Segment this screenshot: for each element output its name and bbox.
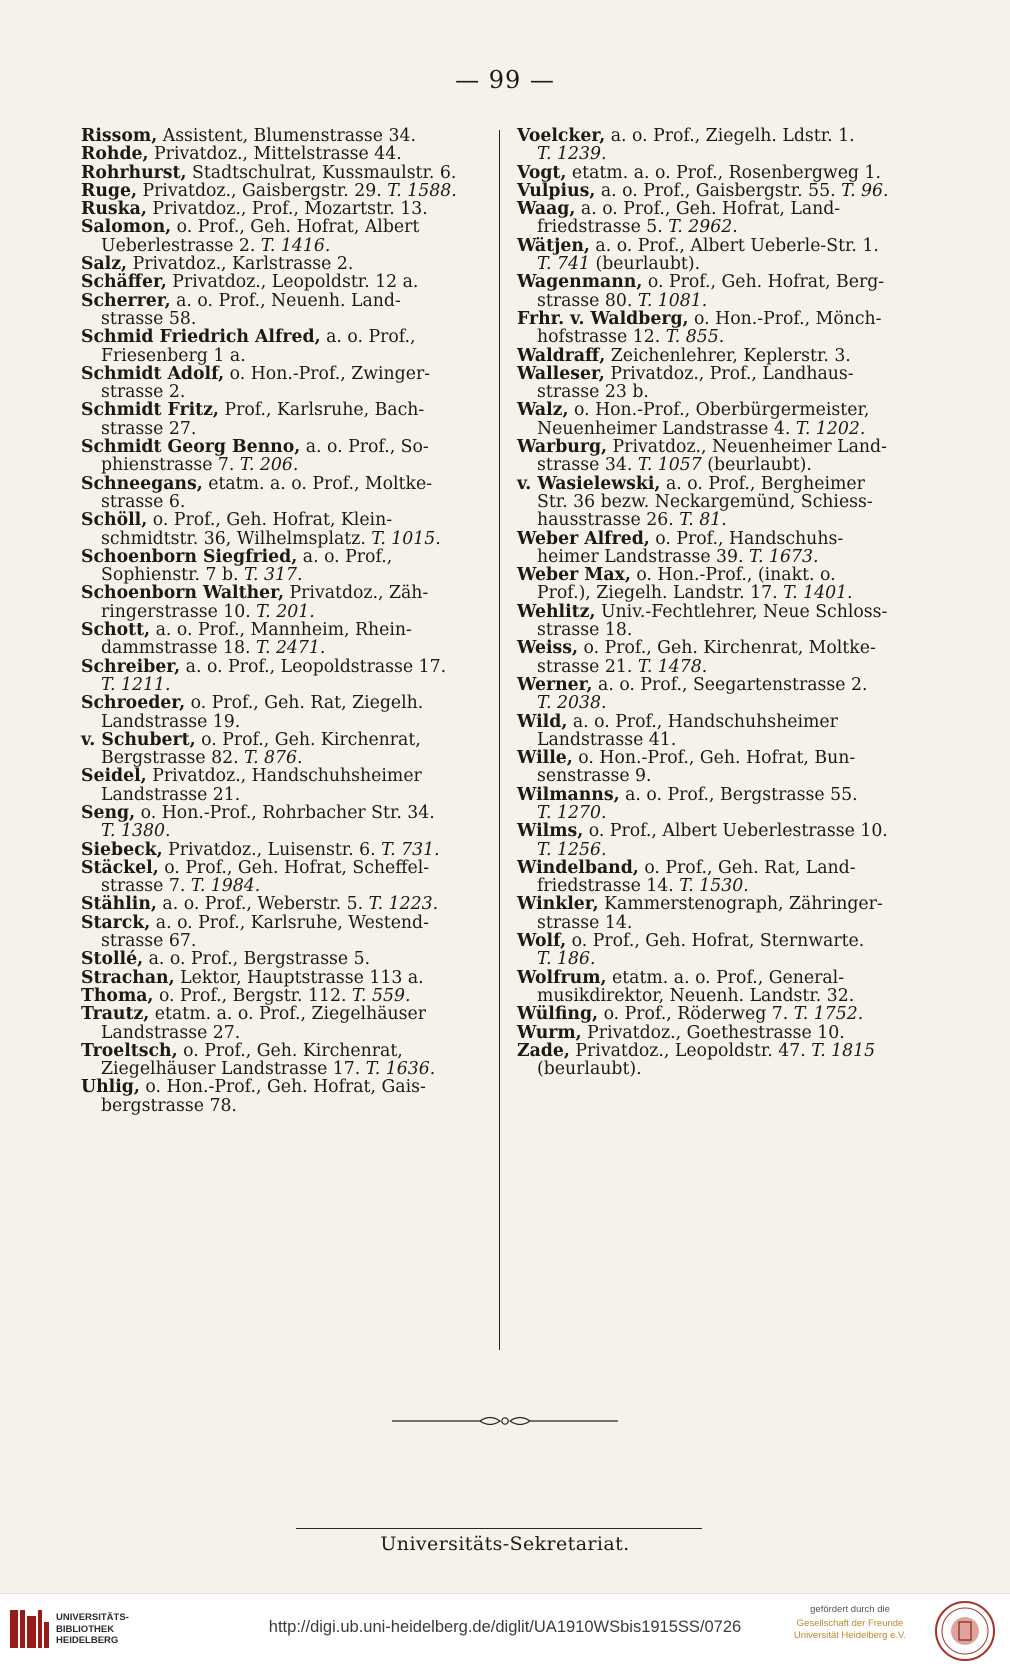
directory-entry [81,438,483,475]
library-name-line: BIBLIOTHEK [56,1623,115,1635]
person-name: Starck, [81,912,151,933]
entry-text: Privatdoz., Prof., Mozartstr. 13. [146,199,428,220]
directory-entry [517,182,935,200]
person-name: Wild, [517,711,568,732]
entry-text: o. Hon.-Prof., Mönch- [688,308,882,329]
person-name: Walleser, [517,363,605,384]
directory-entry [517,822,935,859]
person-name: Troeltsch, [81,1040,178,1061]
person-name: Wülfing, [517,1004,599,1025]
entry-continuation: strasse 2. [101,382,186,403]
person-name: Scherrer, [81,290,171,311]
person-name: Warburg, [517,437,608,458]
person-name: Vogt, [517,162,567,183]
entry-continuation [537,841,935,859]
person-name: Schneegans, [81,473,203,494]
directory-entry [81,804,483,841]
entry-continuation: strasse 18. [537,620,633,641]
entry-continuation: Friesenberg 1 a. [101,345,246,366]
library-name-line: UNIVERSITÄTS- [56,1612,129,1623]
directory-entry [81,475,483,512]
sponsor-line: Universität Heidelberg e.V. [793,1630,907,1641]
telephone-number: T. 1478. [637,656,708,677]
telephone-number: T. 1270. [537,802,607,823]
entry-text: Stadtschulrat, Kussmaulstr. 6. [186,162,457,183]
person-name: Wolf, [517,931,567,952]
entry-continuation: friedstrasse 14. T. 1530. [537,876,749,897]
entry-continuation [537,145,935,163]
entry-text: o. Prof., Geh. Rat, Ziegelh. [185,693,424,714]
entry-continuation: strasse 21. T. 1478. [537,656,708,677]
entry-text: Assistent, Blumenstrasse 34. [157,126,416,146]
person-name: Waag, [517,199,576,220]
directory-entry [81,328,483,365]
directory-entry [517,530,935,567]
directory-entry [81,200,483,218]
entry-continuation: schmidtstr. 36, Wilhelmsplatz. T. 1015. [101,528,441,549]
entry-text: Privatdoz., Goethestrasse 10. [581,1022,845,1043]
entry-text: o. Prof., Handschuhs- [649,528,844,549]
entry-text: Privatdoz., Luisenstr. 6. T. 731. [162,839,440,860]
person-name: Ruge, [81,180,138,201]
entry-continuation [537,804,935,822]
person-name: Windelband, [517,857,639,878]
person-name: Uhlig, [81,1077,140,1098]
directory-entry [517,273,935,310]
entry-continuation: Ziegelhäuser Landstrasse 17. T. 1636. [101,1059,436,1080]
directory-entry [517,475,935,530]
directory-entry [81,895,483,913]
entry-text: a. o. Prof., Karlsruhe, Westend- [150,912,429,933]
person-name: Salz, [81,254,128,275]
person-name: Schmidt Adolf, [81,363,225,384]
left-column [81,127,483,1115]
entry-continuation: hausstrasse 26. T. 81. [537,510,727,531]
person-name: Voelcker, [517,126,606,146]
telephone-number: T. 559. [351,985,411,1006]
directory-entry [517,438,935,475]
entry-text: o. Prof., Geh. Rat, Land- [638,857,856,878]
entry-continuation: Ueberlestrasse 2. T. 1416. [101,235,331,256]
entry-text: a. o. Prof., Gaisbergstr. 55. T. 96. [595,180,889,201]
person-name: Schoenborn Walther, [81,583,285,604]
entry-continuation: Bergstrasse 82. T. 876. [101,748,303,769]
directory-entry [81,621,483,658]
entry-continuation: ringerstrasse 10. T. 201. [101,601,315,622]
telephone-number: T. 2962. [668,217,738,238]
entry-continuation [537,694,935,712]
entry-text: Privatdoz., Leopoldstr. 12 a. [166,272,419,293]
directory-entry [81,841,483,859]
entry-continuation: strasse 6. [101,491,186,512]
entry-text: o. Prof., Geh. Kirchenrat, [177,1040,403,1061]
directory-entry [517,749,935,786]
entry-text: Privatdoz., Mittelstrasse 44. [148,144,402,165]
entry-continuation: strasse 80. T. 1081. [537,290,708,311]
telephone-number: T. 741 [537,254,590,275]
directory-entry [81,255,483,273]
directory-entry [81,1078,483,1115]
person-name: Werner, [517,674,593,695]
entry-text: a. o. Prof., Ziegelh. Ldstr. 1. [605,126,855,146]
person-name: Wilmanns, [517,784,620,805]
directory-entry [517,603,935,640]
telephone-number: T. 1588. [387,180,457,201]
directory-entry [517,1042,935,1079]
entry-text: a. o. Prof., Albert Ueberle-Str. 1. [589,235,879,256]
person-name: Vulpius, [517,180,596,201]
telephone-number: T. 1223. [368,894,439,915]
entry-text: o. Prof., Geh. Hofrat, Sternwarte. [566,931,865,952]
entry-text: a. o. Prof., Handschuhsheimer [567,711,838,732]
entry-continuation: senstrasse 9. [537,766,652,787]
entry-continuation: (beurlaubt). [537,1059,642,1080]
directory-entry [81,273,483,291]
entry-text: Zeichenlehrer, Keplerstr. 3. [605,345,851,366]
telephone-number: T. 1081. [637,290,708,311]
entry-continuation: musikdirektor, Neuenh. Landstr. 32. [537,985,855,1006]
entry-continuation: strasse 58. [101,308,197,329]
column-divider [499,130,500,1350]
person-name: Wurm, [517,1022,582,1043]
person-name: Winkler, [517,894,599,915]
person-name: Rohrhurst, [81,162,187,183]
entry-continuation: strasse 23 b. [537,382,649,403]
directory-entry [517,639,935,676]
person-name: Seng, [81,802,136,823]
directory-entry [517,401,935,438]
telephone-number: T. 1202. [795,418,866,439]
person-name: Weber Alfred, [517,528,650,549]
telephone-number: T. 206. [239,455,299,476]
person-name: Waldraff, [517,345,606,366]
sponsor-note [770,1604,930,1642]
page-number: — 99 — [455,66,555,94]
entry-text: a. o. Prof., Leopoldstrasse 17. [180,656,447,677]
entry-text: o. Prof., Röderweg 7. T. 1752. [598,1004,864,1025]
directory-entry [517,347,935,365]
entry-text: Privatdoz., Prof., Landhaus- [604,363,854,384]
person-name: Zade, [517,1040,570,1061]
right-column [517,127,935,1078]
person-name: Stählin, [81,894,157,915]
entry-continuation: Neuenheimer Landstrasse 4. T. 1202. [537,418,866,439]
entry-continuation: heimer Landstrasse 39. T. 1673. [537,546,819,567]
entry-continuation: friedstrasse 5. T. 2962. [537,217,738,238]
entry-text: etatm. a. o. Prof., Rosenbergweg 1. [566,162,881,183]
entry-text: Prof., Karlsruhe, Bach- [218,400,425,421]
entry-text: etatm. a. o. Prof., Moltke- [202,473,433,494]
directory-entry [81,859,483,896]
person-name: Schmidt Georg Benno, [81,437,301,458]
entry-text: o. Hon.-Prof., Zwinger- [224,363,431,384]
directory-entry [81,767,483,804]
directory-entry [517,969,935,1006]
telephone-number: T. 1636. [365,1059,436,1080]
directory-entry [81,511,483,548]
person-name: Weiss, [517,638,579,659]
entry-text: Privatdoz., Karlstrasse 2. [127,254,354,275]
directory-entry [81,969,483,987]
telephone-number: T. 1211. [101,674,171,695]
directory-entry [517,164,935,182]
sponsor-lead: gefördert durch die [810,1604,890,1615]
footer-signature: Universitäts-Sekretariat. [380,1533,630,1555]
entry-text: a. o. Prof., Bergstrasse 55. [619,784,858,805]
directory-entry [517,859,935,896]
person-name: Trautz, [81,1004,150,1025]
entry-text: a. o. Prof., Seegartenstrasse 2. [592,674,868,695]
entry-text: o. Hon.-Prof., Rohrbacher Str. 34. [135,802,435,823]
entry-continuation [537,950,935,968]
sponsor-line: Gesellschaft der Freunde [796,1618,904,1629]
telephone-number: T. 731. [381,839,440,860]
directory-entry [517,200,935,237]
entry-continuation: Landstrasse 27. [101,1022,241,1043]
directory-entry [517,365,935,402]
directory-entry [81,914,483,951]
ornament-divider [392,1412,618,1430]
entry-text: Privatdoz., Handschuhsheimer [146,766,422,787]
directory-entry [517,676,935,713]
telephone-number: T. 2471. [255,638,326,659]
entry-text: Kammerstenograph, Zähringer- [598,894,883,915]
directory-entry [517,932,935,969]
person-name: Wätjen, [517,235,590,256]
directory-entry [517,786,935,823]
directory-entry [517,895,935,932]
directory-entry [81,292,483,329]
telephone-number: T. 96. [841,180,889,201]
telephone-number: T. 1815 [811,1040,876,1061]
person-name: Seidel, [81,766,147,787]
entry-text: a. o. Prof., Neuenh. Land- [170,290,401,311]
directory-entry [81,365,483,402]
person-name: Rohde, [81,144,149,165]
directory-entry [81,401,483,438]
entry-text: a. o. Prof., [297,546,393,567]
directory-entry [81,164,483,182]
entry-text: o. Prof., Bergstr. 112. T. 559. [153,985,411,1006]
entry-text: Privatdoz., Gaisbergstr. 29. T. 1588. [137,180,457,201]
entry-continuation [101,676,483,694]
entry-text: o. Hon.-Prof., Oberbürgermeister, [568,400,870,421]
directory-entry [81,548,483,585]
entry-text: a. o. Prof., [320,327,416,348]
directory-entry [81,658,483,695]
person-name: Schott, [81,620,151,641]
directory-entry [81,987,483,1005]
telephone-number: T. 1416. [260,235,331,256]
permalink-url[interactable]: http://digi.ub.uni-heidelberg.de/diglit/UA1910WSbis1915SS/0726 [268,1618,742,1636]
person-name: Schoenborn Siegfried, [81,546,298,567]
directory-entry [81,218,483,255]
person-name: Stollé, [81,949,144,970]
directory-entry [517,1005,935,1023]
directory-entry [81,1042,483,1079]
entry-continuation: Str. 36 bezw. Neckargemünd, Schiess- [537,491,873,512]
person-name: Schmidt Fritz, [81,400,219,421]
telephone-number: T. 1401. [783,583,853,604]
footer-rule [296,1528,702,1529]
entry-text: o. Prof., Geh. Kirchenrat, Moltke- [578,638,876,659]
entry-continuation: dammstrasse 18. T. 2471. [101,638,326,659]
directory-entry [517,566,935,603]
person-name: Wagenmann, [517,272,643,293]
entry-text: a. o. Prof., Bergstrasse 5. [143,949,371,970]
telephone-number: T. 1380. [101,821,171,842]
entry-continuation: bergstrasse 78. [101,1095,237,1116]
directory-entry [81,1005,483,1042]
entry-text: o. Prof., Albert Ueberlestrasse 10. [583,821,888,842]
directory-entry [517,310,935,347]
entry-continuation: strasse 67. [101,931,197,952]
telephone-number: T. 876. [244,748,303,769]
person-name: v. Wasielewski, [517,473,661,494]
person-name: Rissom, [81,126,158,146]
person-name: Ruska, [81,199,147,220]
entry-text: o. Prof., Geh. Hofrat, Klein- [147,510,393,531]
person-name: Salomon, [81,217,172,238]
entry-continuation: strasse 7. T. 1984. [101,876,261,897]
telephone-number: T. 186. [537,949,596,970]
entry-continuation: Landstrasse 21. [101,784,241,805]
entry-text: a. o. Prof., Geh. Hofrat, Land- [575,199,841,220]
telephone-number: T. 201. [256,601,315,622]
person-name: Schreiber, [81,656,181,677]
person-name: Strachan, [81,967,175,988]
entry-text: o. Hon.-Prof., (inakt. o. [630,565,836,586]
directory-entry [81,182,483,200]
person-name: Wille, [517,748,573,769]
telephone-number: T. 1256. [537,839,607,860]
entry-text: etatm. a. o. Prof., Ziegelhäuser [149,1004,426,1025]
entry-text: Privatdoz., Leopoldstr. 47. T. 1815 [569,1040,876,1061]
directory-entry [81,731,483,768]
entry-text: o. Prof., Geh. Hofrat, Berg- [642,272,885,293]
person-name: Wilms, [517,821,584,842]
entry-continuation: T. 741 (beurlaubt). [537,254,701,275]
entry-text: o. Hon.-Prof., Geh. Hofrat, Gais- [139,1077,426,1098]
entry-continuation [101,822,483,840]
entry-continuation: phienstrasse 7. T. 206. [101,455,299,476]
telephone-number: T. 1984. [190,876,261,897]
entry-text: etatm. a. o. Prof., General- [606,967,845,988]
person-name: Schmid Friedrich Alfred, [81,327,321,348]
entry-continuation: strasse 27. [101,418,197,439]
person-name: Frhr. v. Waldberg, [517,308,689,329]
entry-text: a. o. Prof., Bergheimer [660,473,865,494]
library-name-line: HEIDELBERG [56,1635,119,1646]
entry-text: o. Prof., Geh. Hofrat, Scheffel- [158,857,430,878]
entry-text: Univ.-Fechtlehrer, Neue Schloss- [595,601,888,622]
entry-text: Privatdoz., Neuenheimer Land- [607,437,887,458]
telephone-number: T. 317. [244,565,303,586]
person-name: Thoma, [81,985,154,1006]
viewer-bottom-bar [0,1593,1010,1666]
directory-entry [517,237,935,274]
directory-entry [81,584,483,621]
entry-text: a. o. Prof., Mannheim, Rhein- [150,620,412,641]
entry-text: o. Prof., Geh. Kirchenrat, [195,729,421,750]
person-name: Schöll, [81,510,148,531]
entry-text: a. o. Prof., So- [300,437,429,458]
entry-continuation: Sophienstr. 7 b. T. 317. [101,565,303,586]
entry-text: a. o. Prof., Weberstr. 5. T. 1223. [156,894,439,915]
directory-entry [517,713,935,750]
person-name: Weber Max, [517,565,631,586]
entry-text: o. Hon.-Prof., Geh. Hofrat, Bun- [572,748,856,769]
entry-text: Lektor, Hauptstrasse 113 a. [174,967,424,988]
directory-entry [517,127,935,164]
person-name: Schroeder, [81,693,186,714]
entry-continuation: Prof.), Ziegelh. Landstr. 17. T. 1401. [537,583,853,604]
telephone-number: T. 1057 [637,455,702,476]
person-name: Wolfrum, [517,967,607,988]
person-name: Schäffer, [81,272,167,293]
telephone-number: T. 1752. [793,1004,864,1025]
telephone-number: T. 2038. [537,693,607,714]
telephone-number: T. 1239. [537,144,607,165]
entry-continuation: Landstrasse 41. [537,729,677,750]
telephone-number: T. 1015. [371,528,441,549]
person-name: Stäckel, [81,857,159,878]
person-name: Walz, [517,400,569,421]
directory-entry [517,1024,935,1042]
directory-entry [81,694,483,731]
telephone-number: T. 81. [679,510,727,531]
person-name: Siebeck, [81,839,163,860]
directory-entry [81,145,483,163]
person-name: v. Schubert, [81,729,196,750]
entry-text: Privatdoz., Zäh- [284,583,429,604]
telephone-number: T. 1530. [679,876,749,897]
entry-continuation: strasse 14. [537,912,633,933]
telephone-number: T. 1673. [749,546,819,567]
entry-continuation: Landstrasse 19. [101,711,241,732]
directory-entry [81,127,483,145]
person-name: Wehlitz, [517,601,596,622]
telephone-number: T. 855. [665,327,725,348]
university-seal-icon [932,1600,998,1662]
entry-text: o. Prof., Geh. Hofrat, Albert [171,217,420,238]
entry-continuation: strasse 34. T. 1057 (beurlaubt). [537,455,812,476]
directory-entry [81,950,483,968]
entry-continuation: hofstrasse 12. T. 855. [537,327,725,348]
